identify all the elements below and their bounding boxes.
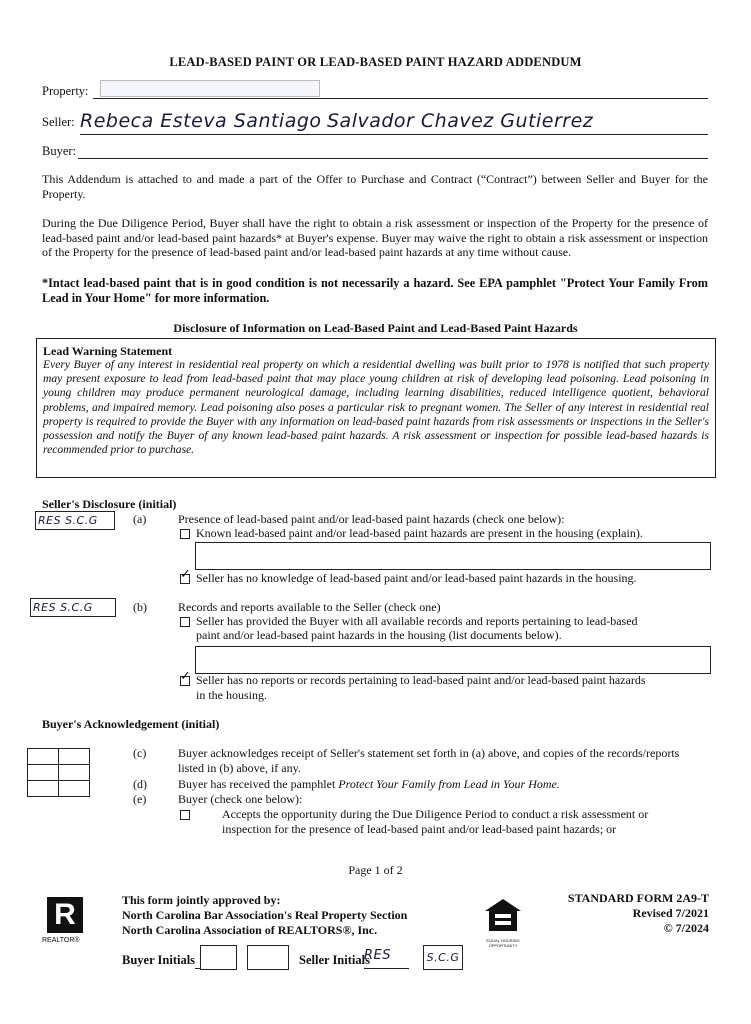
d-text [178,777,560,792]
realtor-logo-icon: R [47,897,83,933]
buyer-initial-cell[interactable] [59,781,90,797]
a-opt1-text: Known lead-based paint and/or lead-based paint hazards are present in the housing (explain). [196,526,643,540]
c-text-2: listed in (b) above, if any. [178,761,301,775]
page-title: LEAD-BASED PAINT OR LEAD-BASED PAINT HAZARD ADDENDUM [169,55,582,69]
intro-paragraph: This Addendum is attached to and made a part of the Offer to Purchase and Contract (“Contract”) between Seller and Buyer for the Property. [42,172,708,201]
e-text: Buyer (check one below): [178,792,303,806]
a-opt1-checkbox[interactable] [180,529,190,539]
e-opt1-checkbox[interactable] [180,810,190,820]
a-opt2-checkmark: ✓ [180,567,191,582]
buyer-ack-heading: Buyer's Acknowledgement (initial) [42,717,220,731]
d-text-pamphlet: Protect Your Family from Lead in Your Home. [338,777,560,791]
warning-body: Every Buyer of any interest in residential real property on which a residential dwelling was built prior to 1978 is notified that such property may present exposure to lead from lead-based paint that may place young children at risk of developing lead poisoning. Lead poisoning in young children may produce permanent neurological damage, including learning disabilities, reduced intelligence quotient, behavioral problems, and impaired memory. Lead poisoning also poses a particular risk to pregnant women. The Seller of any interest in residential real property is required to provide the Buyer with any information on lead-based paint hazards from risk assessments or inspections in the Seller's possession and notify the Buyer of any known lead-based paint hazards. A risk assessment or inspection for possible lead-based hazards is recommended prior to purchase. [43,358,709,457]
seller-name-1[interactable]: Rebeca Esteva Santiago [80,110,322,132]
seller-initials-label: Seller Initials [299,953,370,967]
buyer-initial-cell[interactable] [59,765,90,781]
marker-d: (d) [133,777,147,791]
buyer-line[interactable] [78,158,708,159]
b-documents-box[interactable] [195,646,711,674]
property-line [93,98,708,99]
approved-line-3: North Carolina Association of REALTORS®, Inc. [122,923,378,937]
b-opt1-text-2: paint and/or lead-based paint hazards in the housing (list documents below). [196,628,562,642]
seller-line [80,134,708,135]
buyer-initials-grid[interactable] [27,748,90,797]
e-opt1-text-2: inspection for the presence of lead-based paint and/or lead-based paint hazards; or [222,822,617,836]
warning-title: Lead Warning Statement [43,344,173,358]
marker-c: (c) [133,746,147,760]
page-number: Page 1 of 2 [348,863,403,877]
property-label: Property: [42,84,89,98]
seller-name-2[interactable]: Salvador Chavez Gutierrez [327,110,594,132]
buyer-initial-cell[interactable] [28,765,59,781]
buyer-initials-box-1[interactable] [200,945,237,970]
form-id: STANDARD FORM 2A9-T [567,891,709,905]
marker-e: (e) [133,792,147,806]
equal-housing-house-icon [483,897,523,933]
b-opt2-checkmark: ✓ [180,669,191,684]
form-revised: Revised 7/2021 [632,906,709,920]
seller-initials-value-2[interactable]: S.C.G [423,945,463,970]
seller-label: Seller: [42,115,75,129]
a-opt2-text: Seller has no knowledge of lead-based paint and/or lead-based paint hazards in the housing. [196,571,637,585]
e-opt1-text-1: Accepts the opportunity during the Due Diligence Period to conduct a risk assessment or [222,807,649,821]
b-opt2-text-2: in the housing. [196,688,267,702]
buyer-initial-cell[interactable] [59,749,90,765]
disclosure-heading: Disclosure of Information on Lead-Based Paint and Lead-Based Paint Hazards [173,321,578,335]
form-copyright: © 7/2024 [663,921,709,935]
marker-a: (a) [133,512,147,526]
approved-line-1: This form jointly approved by: [122,893,281,907]
c-text-1: Buyer acknowledges receipt of Seller's statement set forth in (a) above, and copies of the records/reports [178,746,680,760]
b-opt1-text-1: Seller has provided the Buyer with all available records and reports pertaining to lead-based [196,614,638,628]
a-explain-box[interactable] [195,542,711,570]
buyer-initials-label: Buyer Initials [122,953,196,967]
property-input[interactable] [100,80,320,97]
b-opt1-checkbox[interactable] [180,617,190,627]
seller-initials-b[interactable]: RES S.C.G [30,598,116,617]
realtor-label: REALTOR® [42,937,80,944]
equal-housing-label: EQUAL HOUSING OPPORTUNITY [486,938,520,948]
seller-disclosure-heading: Seller's Disclosure (initial) [42,497,177,511]
epa-note: *Intact lead-based paint that is in good condition is not necessarily a hazard. See EPA pamphlet "Protect Your Family From Lead in Your Home" for more information. [42,276,708,305]
marker-b: (b) [133,600,147,614]
b-text: Records and reports available to the Seller (check one) [178,600,441,614]
b-opt2-text-1: Seller has no reports or records pertaining to lead-based paint and/or lead-based paint hazards [196,673,646,687]
lead-warning-box [36,338,716,478]
approved-line-2: North Carolina Bar Association's Real Property Section [122,908,408,922]
seller-initials-value-1[interactable]: RES [364,948,409,969]
a-text: Presence of lead-based paint and/or lead-based paint hazards (check one below): [178,512,565,526]
buyer-label: Buyer: [42,144,77,158]
buyer-initials-box-2[interactable] [247,945,289,970]
equal-housing-icon [483,897,523,948]
due-diligence-paragraph: During the Due Diligence Period, Buyer shall have the right to obtain a risk assessment or inspection of the Property for the presence of lead-based paint and/or lead-based paint hazards* at Buyer's expense. Buyer may waive the right to obtain a risk assessment or inspection of the Property for the presence of lead-based paint and/or lead-based paint hazards at any time without cause. [42,216,708,259]
buyer-initial-cell[interactable] [28,781,59,797]
buyer-initial-cell[interactable] [28,749,59,765]
d-text-prefix: Buyer has received the pamphlet [178,777,339,791]
seller-initials-a[interactable]: RES S.C.G [35,511,115,530]
